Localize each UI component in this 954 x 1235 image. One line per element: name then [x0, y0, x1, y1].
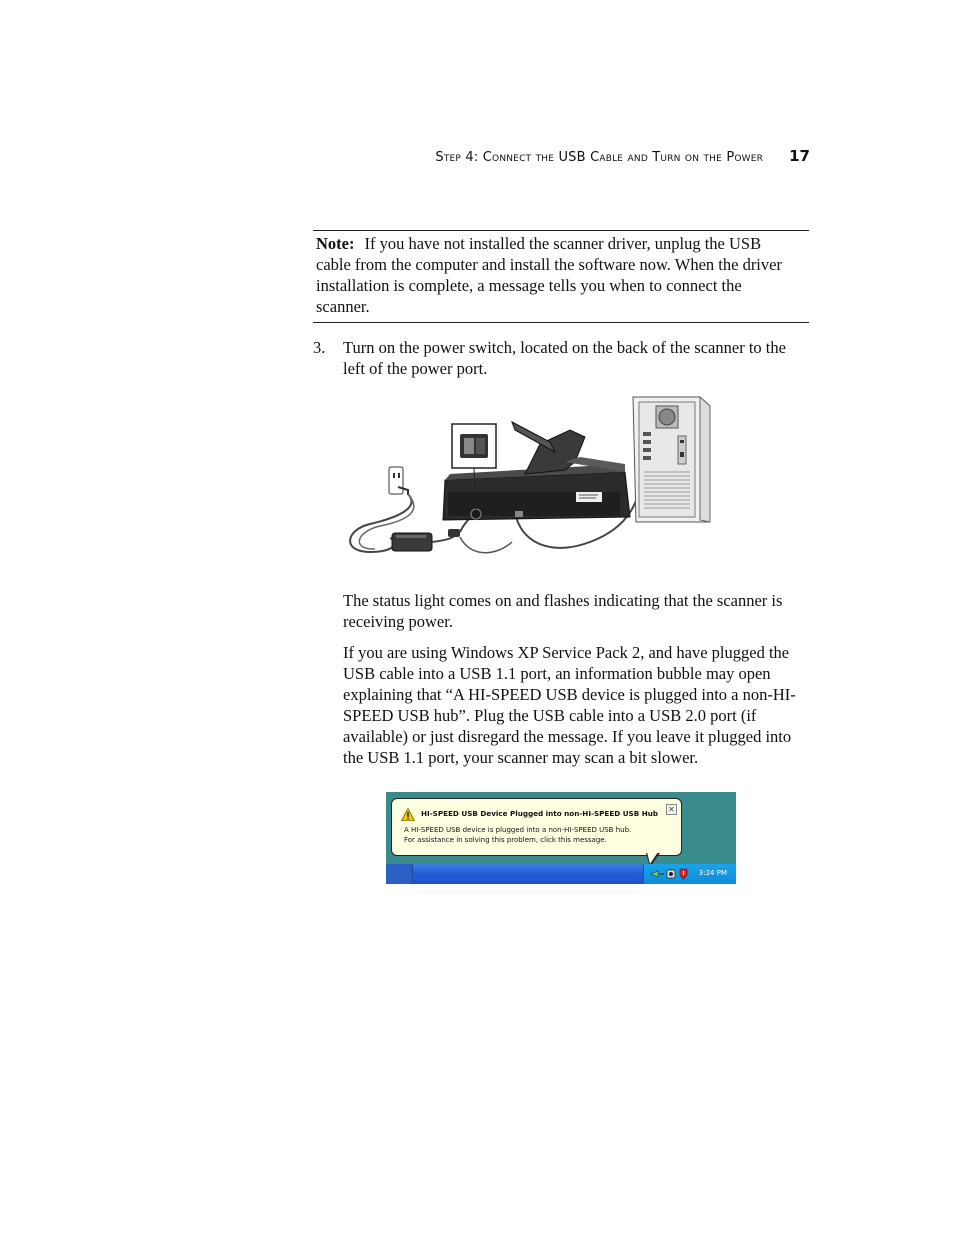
taskbar-button[interactable] [386, 864, 413, 884]
bubble-tail-fill [647, 852, 658, 864]
security-alert-icon[interactable] [680, 869, 687, 879]
tray-icons [650, 867, 692, 881]
usb-info-bubble[interactable] [391, 798, 682, 856]
warning-icon [401, 808, 415, 821]
system-tray [643, 864, 736, 884]
computer-tower [633, 397, 710, 522]
xp-notification-screenshot [386, 792, 736, 884]
note-text: If you have not installed the scanner driver, unplug the USB cable from the computer and install the software now. When the driver installation is complete, a message tells you when to connect the scanner. [316, 234, 782, 316]
close-icon[interactable]: ✕ [666, 804, 677, 815]
power-adapter [392, 529, 460, 551]
note-label: Note: [316, 234, 355, 253]
tray-clock[interactable]: 3:24 PM [698, 869, 727, 877]
running-head [300, 147, 810, 165]
bubble-message-line2: For assistance in solving this problem, click this message. [404, 836, 607, 844]
usb-device-icon[interactable] [667, 870, 675, 878]
bubble-message-line1: A HI-SPEED USB device is plugged into a non-HI-SPEED USB hub. [404, 826, 632, 834]
bubble-title: HI-SPEED USB Device Plugged into non-HI-SPEED USB Hub [421, 809, 658, 818]
chapter-title: Step 4: Connect the USB Cable and Turn on the Power [435, 150, 764, 165]
network-icon[interactable] [651, 871, 664, 877]
note-box [313, 230, 809, 323]
status-paragraph: The status light comes on and flashes indicating that the scanner is receiving power. [343, 591, 783, 631]
step-3 [313, 337, 810, 379]
xp-paragraph: If you are using Windows XP Service Pack 2, and have plugged the USB cable into a USB 1.1 port, an information bubble may open explaining that “A HI-SPEED USB device is plugged into a non-HI-SPEED USB hub”. Plug the USB cable into a USB 2.0 port (if available) or just disregard the message. If you leave it plugged into the USB 1.1 port, your scanner may scan a bit slower. [343, 643, 796, 767]
step-number: 3. [313, 338, 326, 357]
scanner-connection-illustration [340, 392, 720, 560]
taskbar [386, 864, 736, 884]
page-number: 17 [789, 147, 810, 165]
wall-outlet [389, 467, 408, 495]
step-text: Turn on the power switch, located on the back of the scanner to the left of the power port. [343, 338, 786, 378]
